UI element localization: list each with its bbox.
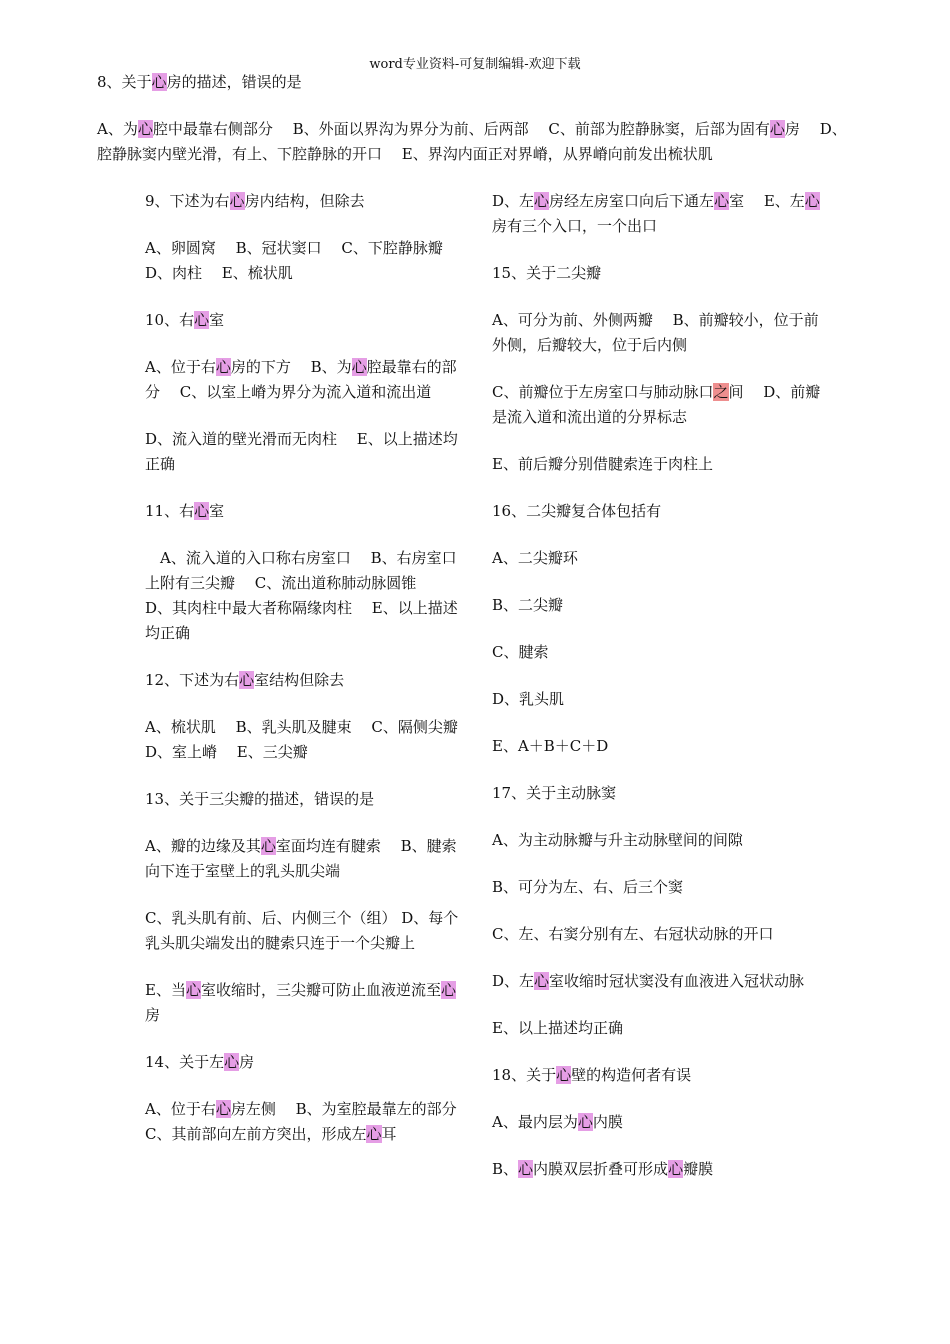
paragraph [145, 546, 463, 646]
text-segment: 室 [209, 311, 225, 329]
highlighted-char: 心 [714, 192, 730, 210]
paragraph [492, 922, 822, 947]
text-segment: D、流入道的壁光滑而无肉柱 E、以上描述均正确 [145, 430, 458, 473]
text-segment: 室结构但除去 [254, 671, 345, 689]
paragraph [492, 734, 822, 759]
text-segment: A、位于右 [145, 1100, 216, 1118]
highlighted-char: 心 [577, 1113, 593, 1131]
text-segment: 室 E、左 [729, 192, 805, 210]
paragraph [492, 828, 822, 853]
text-segment: A、二尖瓣环 [492, 549, 578, 567]
text-segment: A、流入道的入口称右房室口 B、右房室口上附有三尖瓣 C、流出道称肺动脉圆锥 D、其肉柱中最大者称隔缘肉柱 E、以上描述均正确 [145, 549, 458, 642]
page-header: word专业资料-可复制编辑-欢迎下载 [369, 57, 581, 72]
highlighted-char: 心 [804, 192, 820, 210]
highlighted-char: 心 [518, 1160, 534, 1178]
paragraph [492, 969, 822, 994]
paragraph [145, 427, 463, 477]
text-segment: A、卵圆窝 B、冠状窦口 C、下腔静脉瓣 D、肉柱 E、梳状肌 [145, 239, 463, 282]
text-segment: 房的下方 B、为 [230, 358, 352, 376]
text-segment: 房内结构，但除去 [244, 192, 365, 210]
left-column [145, 189, 478, 1169]
highlighted-char: 心 [137, 120, 153, 138]
text-segment: 耳 [381, 1125, 397, 1143]
highlighted-char: 心 [351, 358, 367, 376]
paragraph [492, 380, 822, 430]
paragraph [492, 1110, 822, 1135]
highlighted-char: 心 [769, 120, 785, 138]
highlighted-char: 心 [215, 1100, 231, 1118]
highlighted-char: 心 [194, 502, 210, 520]
text-segment: 12、下述为右 [145, 671, 240, 689]
text-segment: 10、右 [145, 311, 195, 329]
paragraph [145, 355, 463, 405]
text-segment: D、左 [492, 972, 535, 990]
paragraph [492, 261, 822, 286]
question-8-options [97, 117, 857, 167]
paragraph [492, 1016, 822, 1041]
text-segment: A、位于右 [145, 358, 216, 376]
text-segment: 18、关于 [492, 1066, 557, 1084]
highlighted-char: 心 [194, 311, 210, 329]
text-segment: 室收缩时，三尖瓣可防止血液逆流至 [200, 981, 441, 999]
highlighted-char: 心 [534, 192, 550, 210]
text-segment: 室面均连有腱索 B、腱索向下连于室壁上的乳头肌尖端 [145, 837, 457, 880]
text-segment: 室 [209, 502, 225, 520]
highlighted-char: 心 [185, 981, 201, 999]
text-segment: A、瓣的边缘及其 [145, 837, 261, 855]
text-segment: 壁的构造何者有误 [571, 1066, 692, 1084]
text-segment: 11、右 [145, 502, 195, 520]
text-segment: D、左 [492, 192, 535, 210]
text-segment: 房经左房室口向后下通左 [549, 192, 715, 210]
paragraph [145, 715, 478, 765]
text-segment: C、乳头肌有前、后、内侧三个（组） D、每个乳头肌尖端发出的腱索只连于一个尖瓣上 [145, 909, 459, 952]
text-segment: A、为主动脉瓣与升主动脉壁间的间隙 [492, 831, 743, 849]
right-column [492, 189, 822, 1204]
text-segment: D、乳头肌 [492, 690, 565, 708]
text-segment: E、A＋B＋C＋D [492, 737, 609, 755]
paragraph [492, 308, 822, 358]
paragraph [492, 781, 822, 806]
highlighted-char: 心 [260, 837, 276, 855]
paragraph [492, 593, 822, 618]
highlighted-char: 心 [668, 1160, 684, 1178]
paragraph [492, 189, 822, 239]
text-segment: 17、关于主动脉窦 [492, 784, 617, 802]
text-segment: 室收缩时冠状窦没有血液进入冠状动脉 [549, 972, 805, 990]
highlighted-char: 心 [440, 981, 456, 999]
paragraph [492, 452, 822, 477]
text-segment: A、可分为前、外侧两瓣 B、前瓣较小，位于前外侧，后瓣较大，位于后内侧 [492, 311, 819, 354]
text-segment: 9、下述为右 [145, 192, 230, 210]
text-segment: 瓣膜 [683, 1160, 714, 1178]
text-segment: 8、关于 [97, 73, 152, 91]
highlighted-char: 心 [215, 358, 231, 376]
paragraph [145, 978, 463, 1028]
text-segment: 13、关于三尖瓣的描述，错误的是 [145, 790, 375, 808]
text-segment: 14、关于左 [145, 1053, 225, 1071]
highlighted-char: 心 [224, 1053, 240, 1071]
text-segment: 房 [239, 1053, 255, 1071]
paragraph [145, 668, 463, 693]
text-segment: E、前后瓣分别借腱索连于肉柱上 [492, 455, 713, 473]
text-segment: E、当 [145, 981, 186, 999]
paragraph [492, 1157, 822, 1182]
text-segment: A、最内层为 [492, 1113, 578, 1131]
question-8-stem [97, 70, 857, 95]
text-segment: 间 D、前瓣是流入道和流出道的分界标志 [492, 383, 821, 426]
highlighted-char: 心 [239, 671, 255, 689]
text-segment: E、以上描述均正确 [492, 1019, 623, 1037]
highlighted-char: 心 [556, 1066, 572, 1084]
text-segment: A、梳状肌 B、乳头肌及腱束 C、隔侧尖瓣 D、室上嵴 E、三尖瓣 [145, 718, 478, 761]
text-segment: 房的描述，错误的是 [166, 73, 302, 91]
text-segment: C、前瓣位于左房室口与肺动脉口 [492, 383, 714, 401]
paragraph [492, 640, 822, 665]
highlighted-char: 之 [713, 383, 729, 401]
paragraph [145, 1097, 477, 1147]
paragraph [492, 1063, 822, 1088]
text-segment: 内膜双层折叠可形成 [533, 1160, 669, 1178]
highlighted-char: 心 [534, 972, 550, 990]
text-segment: 房有三个入口，一个出口 [492, 217, 658, 235]
paragraph [145, 787, 463, 812]
text-segment: B、 [492, 1160, 519, 1178]
text-segment: C、左、右窦分别有左、右冠状动脉的开口 [492, 925, 774, 943]
paragraph [145, 906, 463, 956]
text-segment: 内膜 [592, 1113, 623, 1131]
paragraph [145, 499, 463, 524]
text-segment: 15、关于二尖瓣 [492, 264, 602, 282]
text-segment: C、腱索 [492, 643, 549, 661]
highlighted-char: 心 [229, 192, 245, 210]
text-segment: 房 D、腔静脉窦内壁光滑，有上、下腔静脉的开口 E、界沟内面正对界嵴，从界嵴向前发出梳状肌 [97, 120, 847, 163]
paragraph [492, 687, 822, 712]
text-segment: A、为 [97, 120, 138, 138]
paragraph [492, 875, 822, 900]
text-segment: B、可分为左、右、后三个窦 [492, 878, 684, 896]
paragraph [492, 499, 822, 524]
text-segment: 腔中最靠右侧部分 B、外面以界沟为界分为前、后两部 C、前部为腔静脉窦，后部为固有 [152, 120, 770, 138]
paragraph [145, 834, 463, 884]
paragraph [145, 236, 463, 286]
highlighted-char: 心 [151, 73, 167, 91]
text-segment: B、二尖瓣 [492, 596, 564, 614]
highlighted-char: 心 [366, 1125, 382, 1143]
text-segment: 房 [145, 1006, 161, 1024]
text-segment: 房左侧 B、为室腔最靠左的部分 C、其前部向左前方突出，形成左 [145, 1100, 477, 1143]
paragraph [492, 546, 822, 571]
paragraph [145, 308, 463, 333]
paragraph [145, 189, 463, 214]
text-segment: 腔最靠右的部分 C、以室上嵴为界分为流入道和流出道 [145, 358, 457, 401]
text-segment: 16、二尖瓣复合体包括有 [492, 502, 662, 520]
paragraph [145, 1050, 463, 1075]
